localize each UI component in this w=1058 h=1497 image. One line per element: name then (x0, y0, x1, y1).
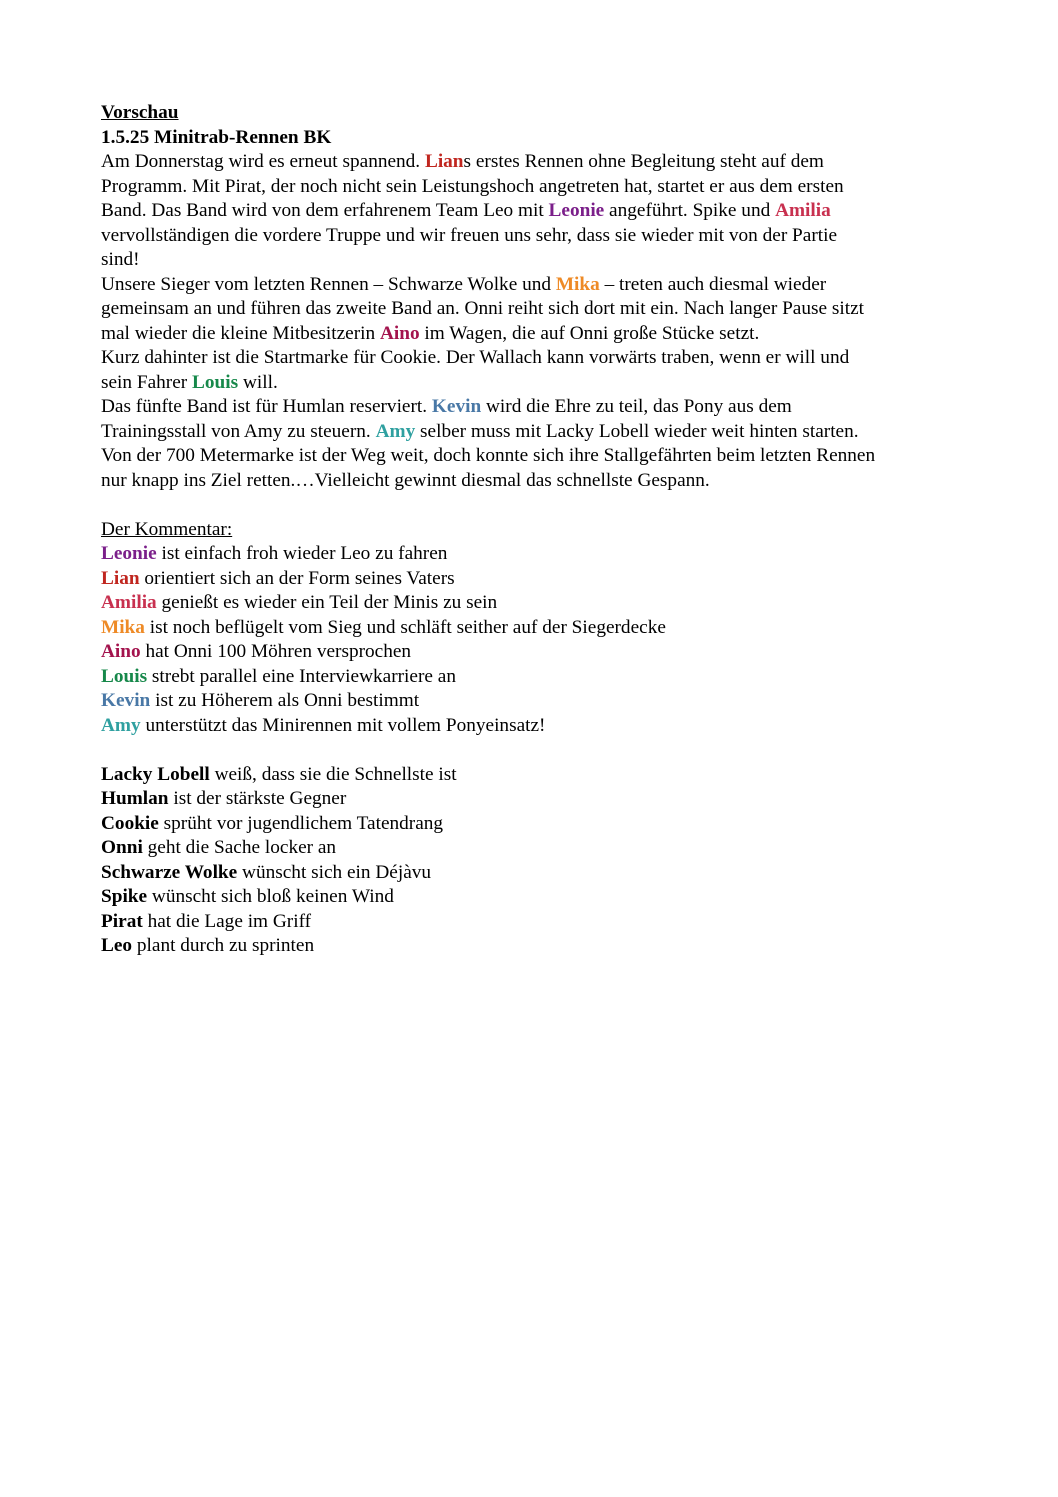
preview-line (101, 371, 971, 396)
driver-name: Aino (379, 322, 420, 344)
comment-text: genießt es wieder ein Teil der Minis zu sein (156, 592, 498, 613)
text-segment: Kurz dahinter ist die Startmarke für Cookie. Der Wallach kann vorwärts traben, wenn er will und (101, 347, 850, 368)
driver-name: Mika (101, 616, 145, 638)
spacer (101, 738, 971, 763)
horse-comment-line (101, 812, 971, 837)
driver-name: Kevin (431, 396, 482, 417)
comment-text: sprüht vor jugendlichem Tatendrang (158, 812, 444, 834)
text-segment: – treten auch diesmal wieder (599, 273, 827, 295)
horse-name: Spike (101, 886, 148, 907)
text-segment: Unsere Sieger vom letzten Rennen – Schwarze Wolke und (101, 273, 556, 295)
horse-name: Onni (101, 837, 143, 858)
preview-line (101, 469, 971, 494)
text-segment: wird die Ehre zu teil, das Pony aus dem (481, 396, 792, 417)
horse-comment-line (101, 910, 971, 935)
driver-name: Amilia (775, 200, 831, 221)
driver-comment-line (101, 714, 971, 739)
spacer (101, 493, 971, 518)
text-segment: Von der 700 Metermarke ist der Weg weit, doch konnte sich ihre Stallgefährten beim letzten Rennen (101, 445, 876, 466)
comment-text: ist einfach froh wieder Leo zu fahren (156, 543, 448, 564)
comment-text: orientiert sich an der Form seines Vaters (139, 567, 455, 589)
driver-comments (101, 542, 971, 738)
horse-name: Lacky Lobell (101, 763, 210, 785)
comment-text: geht die Sache locker an (142, 837, 337, 858)
driver-comment-line (101, 689, 971, 714)
document-page (101, 101, 971, 959)
preview-line (101, 150, 971, 175)
driver-name: Mika (555, 273, 600, 295)
horse-comment-line (101, 934, 971, 959)
driver-name: Louis (192, 371, 239, 393)
driver-comment-line (101, 665, 971, 690)
text-segment: gemeinsam an und führen das zweite Band an. Onni reiht sich dort mit ein. Nach langer Pause sitzt (101, 298, 865, 319)
text-segment: Band. Das Band wird von dem erfahrenem Team Leo mit (101, 200, 549, 221)
comment-text: wünscht sich ein Déjàvu (237, 861, 432, 883)
text-segment: im Wagen, die auf Onni große Stücke setzt. (419, 322, 760, 344)
horse-name: Cookie (101, 812, 159, 834)
text-segment: vervollständigen die vordere Truppe und wir freuen uns sehr, dass sie wieder mit von der Partie (101, 224, 838, 246)
preview-line (101, 248, 971, 273)
driver-name: Lian (101, 567, 140, 589)
comment-text: unterstützt das Minirennen mit vollem Ponyeinsatz! (140, 714, 546, 736)
comment-text: wünscht sich bloß keinen Wind (147, 886, 394, 907)
comment-text: strebt parallel eine Interviewkarriere an (147, 665, 456, 687)
preview-line (101, 175, 971, 200)
horse-comment-line (101, 763, 971, 788)
horse-name: Pirat (101, 910, 143, 932)
text-segment: Am Donnerstag wird es erneut spannend. (101, 151, 425, 172)
text-segment: Trainingsstall von Amy zu steuern. (101, 420, 376, 442)
driver-comment-line (101, 640, 971, 665)
preview-line (101, 199, 971, 224)
preview-line (101, 273, 971, 298)
preview-line (101, 297, 971, 322)
text-segment: angeführt. Spike und (604, 200, 776, 221)
horse-comments (101, 763, 971, 959)
driver-comment-line (101, 567, 971, 592)
driver-comment-line (101, 616, 971, 641)
comment-text: hat Onni 100 Möhren versprochen (140, 641, 412, 662)
driver-name: Amy (101, 714, 141, 736)
preview-line (101, 224, 971, 249)
text-segment: mal wieder die kleine Mitbesitzerin (101, 322, 380, 344)
comment-text: ist der stärkste Gegner (168, 788, 347, 809)
driver-comment-line (101, 542, 971, 567)
text-segment: sein Fahrer (101, 371, 193, 393)
horse-comment-line (101, 836, 971, 861)
horse-name: Humlan (101, 788, 169, 809)
driver-name: Kevin (101, 690, 151, 711)
horse-name: Schwarze Wolke (101, 861, 238, 883)
comment-heading: Der Kommentar: (101, 518, 233, 540)
comment-text: plant durch zu sprinten (132, 935, 315, 956)
text-segment: s erstes Rennen ohne Begleitung steht auf dem (463, 151, 824, 172)
driver-comment-line (101, 591, 971, 616)
driver-name: Amilia (101, 592, 157, 613)
text-segment: sind! (101, 249, 140, 270)
text-segment: will. (238, 371, 278, 393)
preview-line (101, 444, 971, 469)
preview-line (101, 395, 971, 420)
comment-text: weiß, dass sie die Schnellste ist (209, 763, 457, 785)
comment-text: ist zu Höherem als Onni bestimmt (150, 690, 420, 711)
driver-name: Louis (101, 665, 148, 687)
driver-name: Lian (424, 151, 464, 172)
text-segment: Das fünfte Band ist für Humlan reserviert. (101, 396, 432, 417)
driver-name: Aino (101, 641, 141, 662)
preview-line (101, 322, 971, 347)
horse-comment-line (101, 787, 971, 812)
driver-name: Leonie (548, 200, 605, 221)
text-segment: nur knapp ins Ziel retten.…Vielleicht gewinnt diesmal das schnellste Gespann. (101, 469, 710, 491)
comment-text: ist noch beflügelt vom Sieg und schläft seither auf der Siegerdecke (144, 616, 666, 638)
horse-comment-line (101, 885, 971, 910)
text-segment: selber muss mit Lacky Lobell wieder weit hinten starten. (415, 420, 859, 442)
preview-line (101, 420, 971, 445)
driver-name: Amy (375, 420, 416, 442)
heading: Vorschau (101, 102, 179, 123)
comment-text: hat die Lage im Griff (142, 910, 312, 932)
driver-name: Leonie (101, 543, 157, 564)
text-segment: Programm. Mit Pirat, der noch nicht sein Leistungshoch angetreten hat, startet er aus dem ersten (101, 175, 844, 197)
horse-comment-line (101, 861, 971, 886)
preview-paragraph (101, 150, 971, 493)
preview-line (101, 346, 971, 371)
horse-name: Leo (101, 935, 133, 956)
subheading: 1.5.25 Minitrab-Rennen BK (101, 126, 332, 148)
